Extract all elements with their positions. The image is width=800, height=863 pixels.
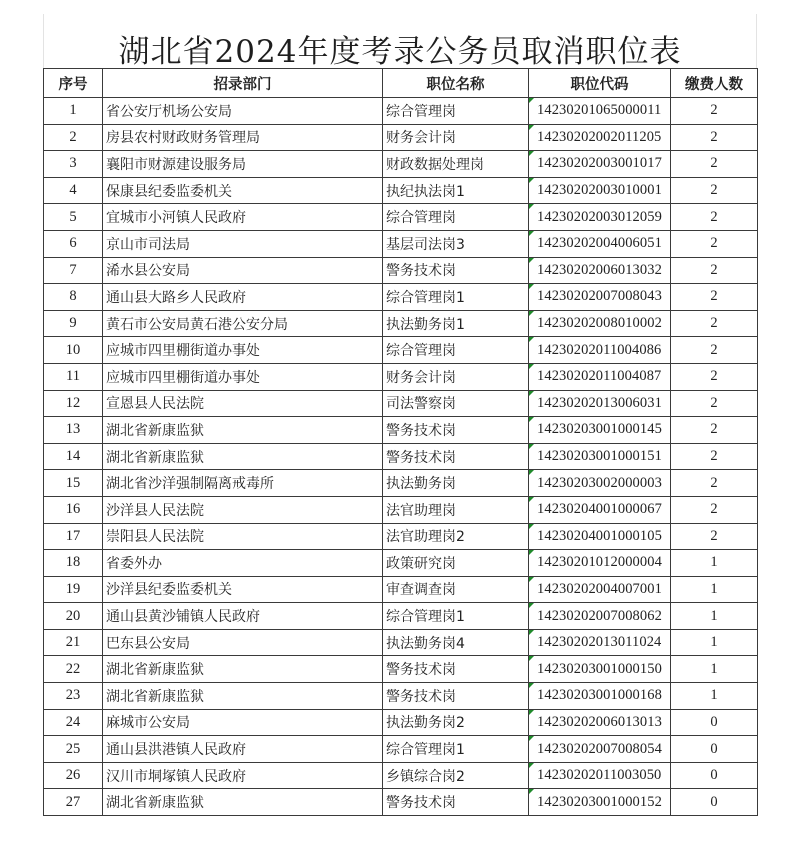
row-position-name: 执法勤务岗2 <box>383 709 529 736</box>
row-seq: 21 <box>44 629 103 656</box>
row-seq: 20 <box>44 603 103 630</box>
row-department: 沙洋县人民法院 <box>103 496 383 523</box>
table-row <box>44 762 758 789</box>
row-paid-count: 1 <box>671 683 758 710</box>
row-department: 湖北省新康监狱 <box>103 789 383 816</box>
table-row <box>44 656 758 683</box>
row-department: 麻城市公安局 <box>103 709 383 736</box>
row-paid-count: 2 <box>671 523 758 550</box>
row-seq: 16 <box>44 496 103 523</box>
row-position-code: 14230202007008062 <box>529 603 671 630</box>
row-seq: 27 <box>44 789 103 816</box>
row-paid-count: 2 <box>671 98 758 125</box>
table-row <box>44 417 758 444</box>
row-department: 巴东县公安局 <box>103 629 383 656</box>
row-position-name: 财务会计岗 <box>383 124 529 151</box>
row-seq: 14 <box>44 443 103 470</box>
row-seq: 11 <box>44 363 103 390</box>
row-position-name: 执法勤务岗 <box>383 470 529 497</box>
row-position-name: 综合管理岗1 <box>383 736 529 763</box>
row-paid-count: 0 <box>671 709 758 736</box>
row-seq: 2 <box>44 124 103 151</box>
row-department: 湖北省沙洋强制隔离戒毒所 <box>103 470 383 497</box>
row-position-name: 执法勤务岗1 <box>383 310 529 337</box>
row-position-name: 警务技术岗 <box>383 257 529 284</box>
row-position-name: 执法勤务岗4 <box>383 629 529 656</box>
table-header-row <box>44 69 758 98</box>
cancelled-positions-table <box>43 68 758 816</box>
row-position-name: 综合管理岗 <box>383 98 529 125</box>
row-seq: 1 <box>44 98 103 125</box>
row-department: 浠水县公安局 <box>103 257 383 284</box>
row-department: 京山市司法局 <box>103 230 383 257</box>
row-position-name: 法官助理岗2 <box>383 523 529 550</box>
row-department: 应城市四里棚街道办事处 <box>103 337 383 364</box>
row-position-code: 14230202011004087 <box>529 363 671 390</box>
row-position-name: 警务技术岗 <box>383 789 529 816</box>
document-title: 湖北省2024年度考录公务员取消职位表 <box>118 34 682 70</box>
table-row <box>44 736 758 763</box>
row-seq: 24 <box>44 709 103 736</box>
row-position-name: 警务技术岗 <box>383 443 529 470</box>
row-seq: 26 <box>44 762 103 789</box>
row-paid-count: 2 <box>671 284 758 311</box>
table-row <box>44 470 758 497</box>
row-position-code: 14230202003010001 <box>529 177 671 204</box>
row-seq: 23 <box>44 683 103 710</box>
row-department: 房县农村财政财务管理局 <box>103 124 383 151</box>
row-paid-count: 2 <box>671 470 758 497</box>
row-position-name: 财务会计岗 <box>383 363 529 390</box>
table-row <box>44 523 758 550</box>
table-body <box>44 98 758 816</box>
row-position-code: 14230202003001017 <box>529 151 671 178</box>
row-position-code: 14230202008010002 <box>529 310 671 337</box>
row-paid-count: 2 <box>671 496 758 523</box>
row-position-name: 审查调查岗 <box>383 576 529 603</box>
row-position-name: 综合管理岗 <box>383 337 529 364</box>
row-position-code: 14230203001000152 <box>529 789 671 816</box>
row-seq: 22 <box>44 656 103 683</box>
row-paid-count: 2 <box>671 363 758 390</box>
row-department: 沙洋县纪委监委机关 <box>103 576 383 603</box>
row-paid-count: 2 <box>671 151 758 178</box>
row-position-code: 14230202007008054 <box>529 736 671 763</box>
header-department: 招录部门 <box>103 69 383 98</box>
row-position-code: 14230202011003050 <box>529 762 671 789</box>
row-department: 汉川市垌塚镇人民政府 <box>103 762 383 789</box>
row-position-code: 14230201065000011 <box>529 98 671 125</box>
row-paid-count: 0 <box>671 789 758 816</box>
row-paid-count: 1 <box>671 550 758 577</box>
row-paid-count: 1 <box>671 629 758 656</box>
row-paid-count: 1 <box>671 576 758 603</box>
table-row <box>44 363 758 390</box>
table-row <box>44 576 758 603</box>
row-department: 应城市四里棚街道办事处 <box>103 363 383 390</box>
row-seq: 6 <box>44 230 103 257</box>
table-row <box>44 337 758 364</box>
table-row <box>44 177 758 204</box>
row-department: 襄阳市财源建设服务局 <box>103 151 383 178</box>
row-seq: 7 <box>44 257 103 284</box>
table-row <box>44 124 758 151</box>
row-position-name: 警务技术岗 <box>383 656 529 683</box>
header-position-code: 职位代码 <box>529 69 671 98</box>
row-department: 崇阳县人民法院 <box>103 523 383 550</box>
row-department: 保康县纪委监委机关 <box>103 177 383 204</box>
row-department: 湖北省新康监狱 <box>103 443 383 470</box>
row-department: 湖北省新康监狱 <box>103 417 383 444</box>
row-paid-count: 2 <box>671 204 758 231</box>
row-paid-count: 1 <box>671 656 758 683</box>
row-position-code: 14230203001000151 <box>529 443 671 470</box>
row-position-code: 14230202004007001 <box>529 576 671 603</box>
row-position-code: 14230202006013013 <box>529 709 671 736</box>
table-row <box>44 443 758 470</box>
row-position-code: 14230202007008043 <box>529 284 671 311</box>
row-seq: 4 <box>44 177 103 204</box>
row-paid-count: 2 <box>671 230 758 257</box>
row-position-name: 乡镇综合岗2 <box>383 762 529 789</box>
row-position-code: 14230202013006031 <box>529 390 671 417</box>
row-position-code: 14230203001000145 <box>529 417 671 444</box>
row-position-code: 14230204001000105 <box>529 523 671 550</box>
row-seq: 8 <box>44 284 103 311</box>
row-department: 通山县大路乡人民政府 <box>103 284 383 311</box>
table-row <box>44 204 758 231</box>
row-position-name: 执纪执法岗1 <box>383 177 529 204</box>
table-row <box>44 151 758 178</box>
row-position-name: 综合管理岗 <box>383 204 529 231</box>
table-row <box>44 284 758 311</box>
table-row <box>44 98 758 125</box>
table-row <box>44 496 758 523</box>
row-seq: 12 <box>44 390 103 417</box>
row-position-code: 14230202004006051 <box>529 230 671 257</box>
row-paid-count: 0 <box>671 736 758 763</box>
row-department: 宜城市小河镇人民政府 <box>103 204 383 231</box>
row-position-code: 14230204001000067 <box>529 496 671 523</box>
row-position-name: 综合管理岗1 <box>383 603 529 630</box>
row-position-code: 14230202006013032 <box>529 257 671 284</box>
row-seq: 19 <box>44 576 103 603</box>
row-paid-count: 2 <box>671 417 758 444</box>
row-position-name: 综合管理岗1 <box>383 284 529 311</box>
row-position-name: 警务技术岗 <box>383 683 529 710</box>
row-position-code: 14230202011004086 <box>529 337 671 364</box>
row-position-code: 14230202002011205 <box>529 124 671 151</box>
row-position-code: 14230203002000003 <box>529 470 671 497</box>
row-seq: 5 <box>44 204 103 231</box>
table-row <box>44 550 758 577</box>
row-position-code: 14230203001000168 <box>529 683 671 710</box>
row-position-name: 基层司法岗3 <box>383 230 529 257</box>
row-department: 通山县洪港镇人民政府 <box>103 736 383 763</box>
table-row <box>44 390 758 417</box>
row-department: 湖北省新康监狱 <box>103 683 383 710</box>
row-paid-count: 2 <box>671 390 758 417</box>
row-paid-count: 2 <box>671 337 758 364</box>
row-seq: 25 <box>44 736 103 763</box>
header-seq: 序号 <box>44 69 103 98</box>
row-position-name: 财政数据处理岗 <box>383 151 529 178</box>
header-paid-count: 缴费人数 <box>671 69 758 98</box>
row-seq: 15 <box>44 470 103 497</box>
title-area <box>43 14 757 68</box>
row-position-code: 14230201012000004 <box>529 550 671 577</box>
row-seq: 17 <box>44 523 103 550</box>
table-row <box>44 603 758 630</box>
row-paid-count: 2 <box>671 124 758 151</box>
row-paid-count: 2 <box>671 177 758 204</box>
row-paid-count: 2 <box>671 257 758 284</box>
table-row <box>44 257 758 284</box>
row-seq: 9 <box>44 310 103 337</box>
header-position-name: 职位名称 <box>383 69 529 98</box>
row-position-name: 警务技术岗 <box>383 417 529 444</box>
row-paid-count: 0 <box>671 762 758 789</box>
row-paid-count: 1 <box>671 603 758 630</box>
row-position-code: 14230202013011024 <box>529 629 671 656</box>
table-row <box>44 230 758 257</box>
row-seq: 3 <box>44 151 103 178</box>
row-department: 湖北省新康监狱 <box>103 656 383 683</box>
row-department: 黄石市公安局黄石港公安分局 <box>103 310 383 337</box>
row-position-name: 司法警察岗 <box>383 390 529 417</box>
row-department: 通山县黄沙铺镇人民政府 <box>103 603 383 630</box>
row-position-name: 法官助理岗 <box>383 496 529 523</box>
row-seq: 18 <box>44 550 103 577</box>
table-row <box>44 629 758 656</box>
row-seq: 10 <box>44 337 103 364</box>
table-row <box>44 709 758 736</box>
table-row <box>44 310 758 337</box>
row-department: 省委外办 <box>103 550 383 577</box>
row-paid-count: 2 <box>671 443 758 470</box>
row-paid-count: 2 <box>671 310 758 337</box>
row-position-code: 14230203001000150 <box>529 656 671 683</box>
row-position-code: 14230202003012059 <box>529 204 671 231</box>
table-row <box>44 789 758 816</box>
row-seq: 13 <box>44 417 103 444</box>
table-row <box>44 683 758 710</box>
row-department: 省公安厅机场公安局 <box>103 98 383 125</box>
row-department: 宣恩县人民法院 <box>103 390 383 417</box>
row-position-name: 政策研究岗 <box>383 550 529 577</box>
